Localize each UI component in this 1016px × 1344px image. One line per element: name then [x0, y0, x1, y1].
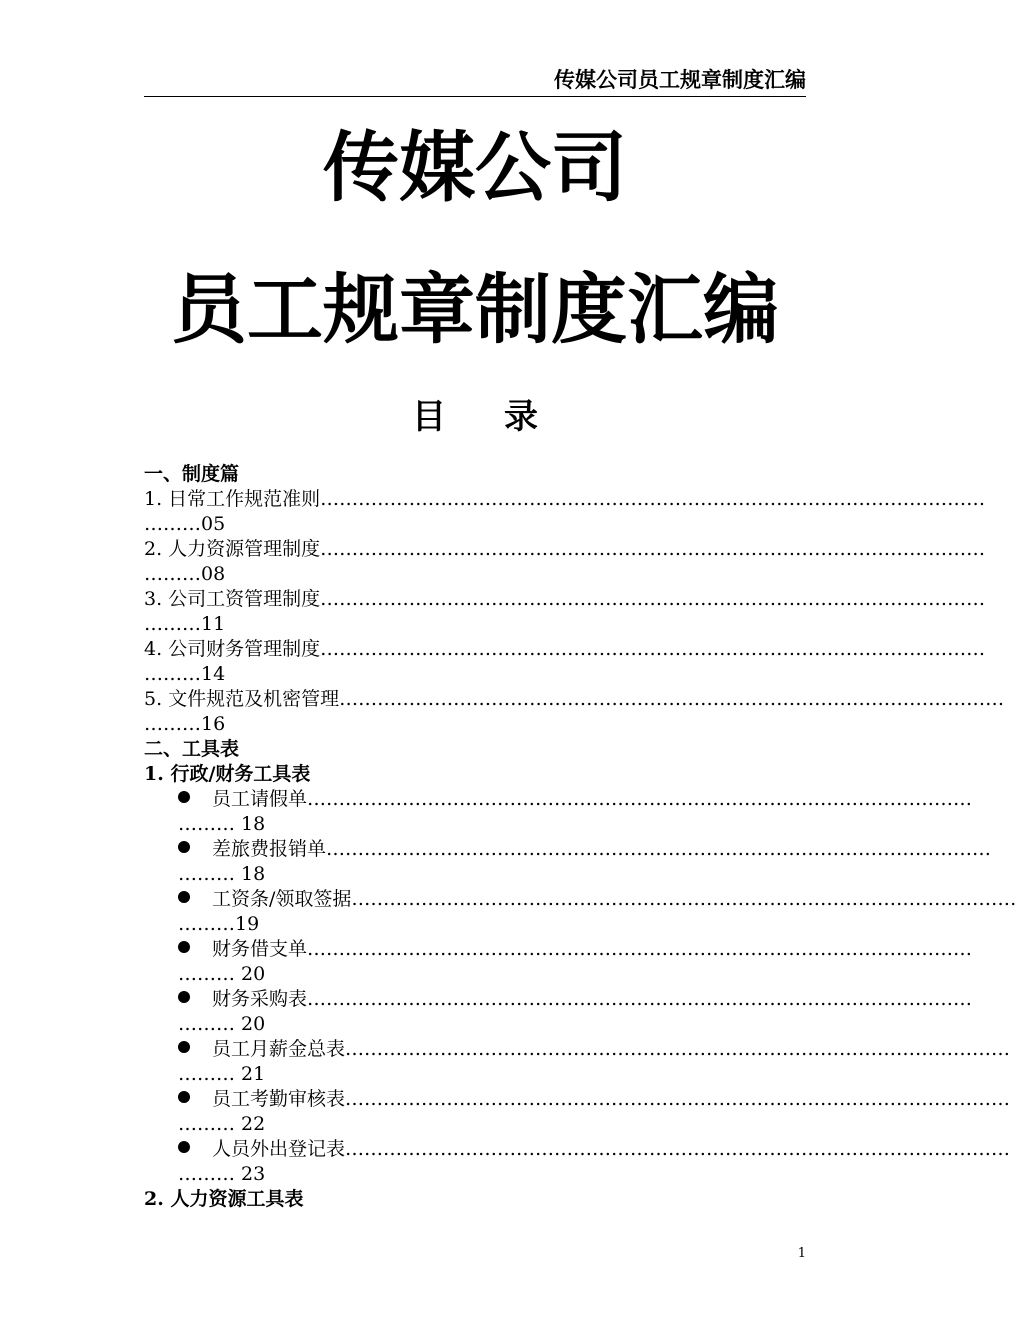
toc-heading	[0, 392, 950, 442]
toc-heading-right: 录	[504, 397, 538, 437]
toc-entry-line	[144, 962, 806, 987]
toc-entry	[144, 537, 986, 587]
toc-leader-dots: ………	[144, 713, 201, 735]
toc-entry-line	[144, 812, 806, 837]
bullet-icon	[178, 1141, 190, 1153]
toc-leader-dots: ……………………………………………………………………………………………	[345, 1088, 1011, 1110]
toc-leader-dots: ……………………………………………………………………………………………	[307, 788, 973, 810]
bullet-icon	[178, 791, 190, 803]
toc-entry-line	[144, 537, 986, 562]
toc-entry	[144, 1137, 1011, 1187]
toc-leader-dots: ………	[144, 663, 201, 685]
toc-entry-line	[144, 1087, 1011, 1112]
toc-entry-page: 18	[235, 813, 266, 835]
toc-entry-label: 人员外出登记表	[212, 1138, 346, 1160]
toc-entry	[144, 787, 973, 837]
toc-entry-label: 财务采购表	[212, 988, 308, 1010]
toc-entry-line	[144, 687, 1005, 712]
toc-entry-label: 财务借支单	[212, 938, 308, 960]
table-of-contents	[144, 462, 1016, 1212]
toc-entry	[144, 887, 1016, 937]
toc-entry-label: 员工考勤审核表	[212, 1088, 346, 1110]
toc-entry-page: 22	[235, 1113, 266, 1135]
toc-leader-dots: ……………………………………………………………………………………………	[320, 488, 986, 510]
toc-entry-label: 4. 公司财务管理制度	[144, 638, 321, 660]
toc-entry-line	[144, 787, 973, 812]
toc-leader-dots: ……………………………………………………………………………………………	[339, 688, 1005, 710]
running-header: 传媒公司员工规章制度汇编	[144, 66, 806, 97]
toc-leader-dots: ………	[144, 513, 201, 535]
toc-leader-dots: ………	[178, 1063, 235, 1085]
toc-entry-line	[144, 937, 973, 962]
toc-entry-line	[144, 862, 806, 887]
toc-entry-label: 1. 日常工作规范准则	[144, 488, 321, 510]
toc-entry	[144, 687, 1005, 737]
toc-entry-label: 3. 公司工资管理制度	[144, 588, 321, 610]
bullet-icon	[178, 1091, 190, 1103]
toc-leader-dots: ……………………………………………………………………………………………	[307, 938, 973, 960]
toc-entry-label: 员工请假单	[212, 788, 308, 810]
toc-entry-label: 2. 人力资源管理制度	[144, 538, 321, 560]
toc-entry-page: 20	[235, 963, 266, 985]
toc-leader-dots: ………	[178, 863, 235, 885]
toc-subsection-heading: 2. 人力资源工具表	[144, 1188, 304, 1210]
toc-entry-label: 员工月薪金总表	[212, 1038, 346, 1060]
toc-entry-line	[144, 1062, 806, 1087]
toc-entry	[144, 837, 992, 887]
toc-leader-dots: ……………………………………………………………………………………………	[320, 588, 986, 610]
document-title-line1: 传媒公司	[323, 123, 627, 212]
toc-section1-list	[144, 487, 1005, 737]
toc-entry-label: 工资条/领取签据	[212, 888, 352, 910]
bullet-icon	[178, 941, 190, 953]
toc-entry-line	[144, 712, 806, 737]
toc-entry-line	[144, 1112, 806, 1137]
toc-leader-dots: ……………………………………………………………………………………………	[351, 888, 1016, 910]
toc-entry-line	[144, 987, 973, 1012]
toc-entry-page: 23	[235, 1163, 266, 1185]
toc-entry-line	[144, 512, 806, 537]
toc-leader-dots: ………	[178, 1113, 235, 1135]
toc-entry-label: 5. 文件规范及机密管理	[144, 688, 340, 710]
toc-entry-page: 11	[201, 613, 226, 635]
toc-leader-dots: ……………………………………………………………………………………………	[320, 638, 986, 660]
toc-entry-line	[144, 662, 806, 687]
toc-entry	[144, 937, 973, 987]
toc-entry-page: 19	[235, 913, 260, 935]
toc-leader-dots: ………	[178, 1163, 235, 1185]
toc-entry-page: 14	[201, 663, 226, 685]
document-title-line2: 员工规章制度汇编	[171, 265, 779, 354]
toc-leader-dots: ……………………………………………………………………………………………	[320, 538, 986, 560]
toc-entry-label: 差旅费报销单	[212, 838, 327, 860]
toc-entry-page: 20	[235, 1013, 266, 1035]
toc-leader-dots: ………	[178, 913, 235, 935]
toc-entry-line	[144, 837, 992, 862]
bullet-icon	[178, 841, 190, 853]
toc-entry	[144, 487, 986, 537]
bullet-icon	[178, 991, 190, 1003]
toc-entry-page: 05	[201, 513, 226, 535]
toc-entry-line	[144, 1137, 1011, 1162]
toc-subsection-heading: 1. 行政/财务工具表	[144, 763, 311, 785]
toc-entry-line	[144, 1162, 806, 1187]
toc-entry-line	[144, 912, 806, 937]
toc-entry-line	[144, 612, 806, 637]
toc-entry-page: 08	[201, 563, 226, 585]
page-number: 1	[797, 1246, 806, 1261]
toc-leader-dots: ……………………………………………………………………………………………	[326, 838, 992, 860]
toc-entry-line	[144, 562, 806, 587]
toc-heading-left: 目	[412, 397, 446, 437]
toc-entry-line	[144, 1037, 1011, 1062]
toc-leader-dots: ……………………………………………………………………………………………	[307, 988, 973, 1010]
toc-leader-dots: ……………………………………………………………………………………………	[345, 1138, 1011, 1160]
toc-leader-dots: ………	[144, 563, 201, 585]
toc-entry	[144, 1037, 1011, 1087]
toc-entry-page: 18	[235, 863, 266, 885]
toc-section-heading: 一、制度篇	[144, 463, 240, 485]
toc-entry-page: 16	[201, 713, 226, 735]
toc-entry-line	[144, 487, 986, 512]
toc-leader-dots: ………	[178, 813, 235, 835]
toc-entry-line	[144, 887, 1016, 912]
toc-section-heading: 二、工具表	[144, 738, 240, 760]
toc-leader-dots: ………	[144, 613, 201, 635]
bullet-icon	[178, 891, 190, 903]
toc-entry	[144, 1087, 1011, 1137]
toc-entry-page: 21	[235, 1063, 266, 1085]
toc-leader-dots: ………	[178, 1013, 235, 1035]
toc-entry-line	[144, 637, 986, 662]
toc-entry	[144, 637, 986, 687]
bullet-icon	[178, 1041, 190, 1053]
toc-entry	[144, 987, 973, 1037]
toc-subsection1-list	[144, 787, 1016, 1187]
toc-entry	[144, 587, 986, 637]
toc-leader-dots: ……………………………………………………………………………………………	[345, 1038, 1011, 1060]
toc-entry-line	[144, 1012, 806, 1037]
toc-leader-dots: ………	[178, 963, 235, 985]
toc-entry-line	[144, 587, 986, 612]
